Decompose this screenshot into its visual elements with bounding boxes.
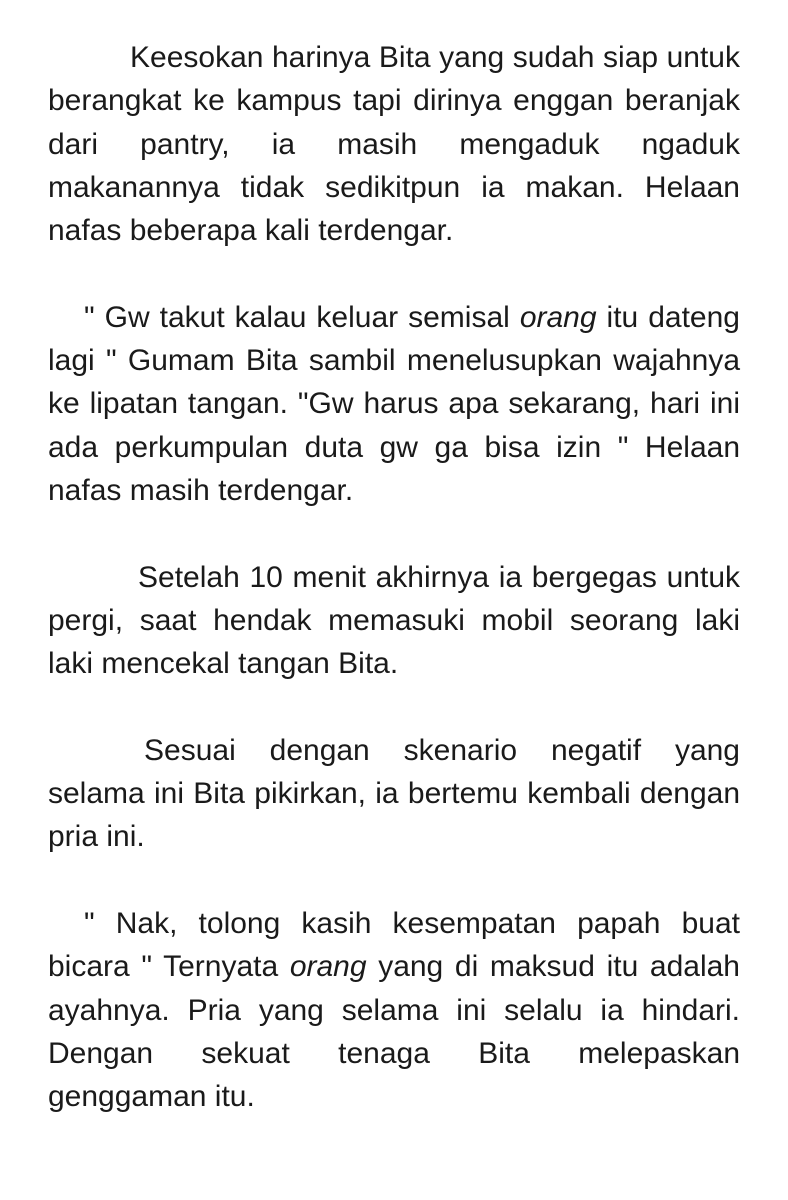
paragraph-4 — [48, 729, 740, 859]
paragraph-4-text: Sesuai dengan skenario negatif yang selama ini Bita pikirkan, ia bertemu kembali dengan pria ini. — [48, 733, 740, 854]
story-page — [48, 36, 740, 1118]
paragraph-3-text: Setelah 10 menit akhirnya ia bergegas untuk pergi, saat hendak memasuki mobil seorang laki laki mencekal tangan Bita. — [48, 560, 740, 681]
paragraph-3 — [48, 556, 740, 686]
paragraph-spacer — [48, 252, 740, 295]
paragraph-2 — [48, 296, 740, 512]
paragraph-5-text-a: " Nak, tolong kasih kesempatan papah buat bicara " Ternyata — [48, 906, 740, 984]
paragraph-5-italic: orang — [289, 950, 367, 984]
paragraph-1 — [48, 36, 740, 252]
paragraph-2-text-a: " Gw takut kalau keluar semisal — [84, 300, 520, 334]
paragraph-5-text-b: yang di maksud itu adalah ayahnya. Pria yang selama ini selalu ia hindari. Dengan sekuat tenaga Bita melepaskan genggaman itu. — [48, 950, 740, 1114]
paragraph-spacer — [48, 685, 740, 728]
paragraph-1-text: Keesokan harinya Bita yang sudah siap untuk berangkat ke kampus tapi dirinya enggan beranjak dari pantry, ia masih mengaduk ngaduk makanannya tidak sedikitpun ia makan. Helaan nafas beberapa kali terdengar. — [48, 41, 740, 248]
paragraph-5 — [48, 902, 740, 1118]
paragraph-2-text-b: itu dateng lagi " Gumam Bita sambil menelusupkan wajahnya ke lipatan tangan. "Gw harus apa sekarang, hari ini ada perkumpulan duta gw ga bisa izin " Helaan nafas masih terdengar. — [48, 300, 740, 507]
paragraph-2-italic: orang — [519, 300, 597, 334]
paragraph-spacer — [48, 512, 740, 555]
paragraph-spacer — [48, 859, 740, 902]
